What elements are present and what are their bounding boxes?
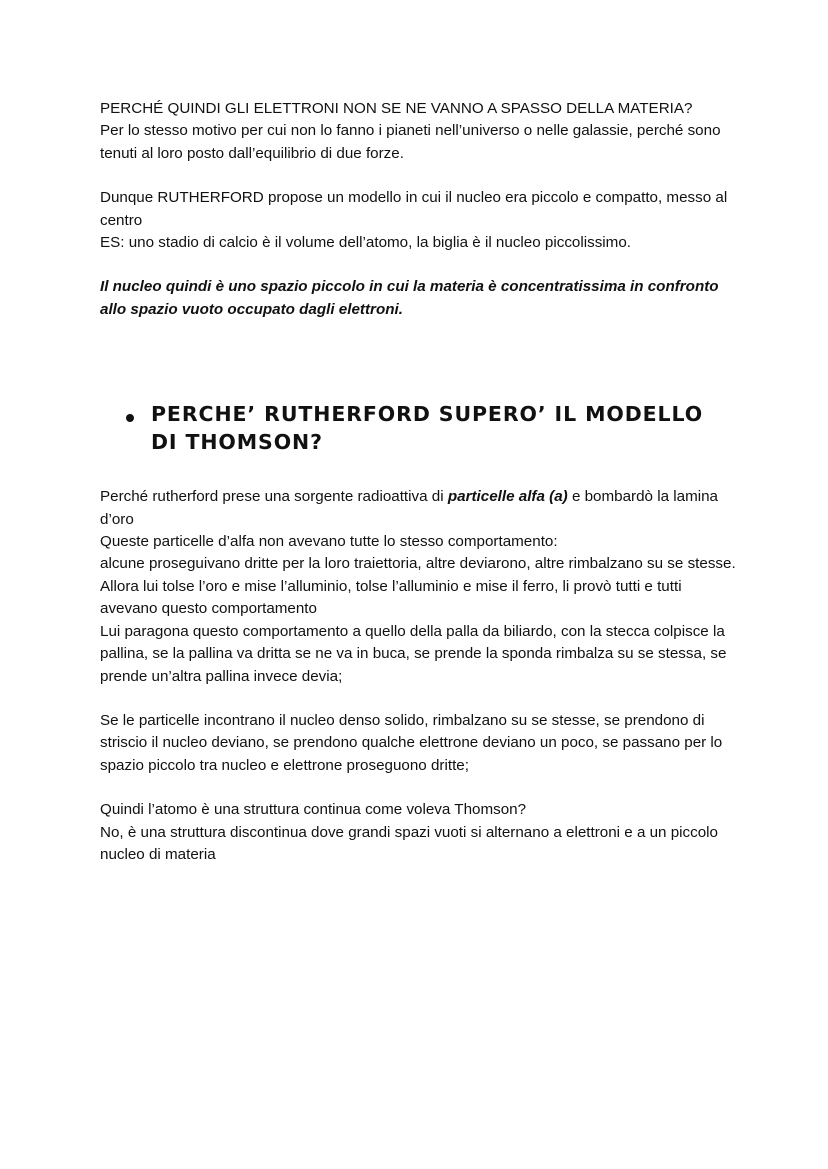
- paragraph-gap: [100, 688, 740, 710]
- nucleus-paragraph: Se le particelle incontrano il nucleo denso solido, rimbalzano su se stesse, se prendono di striscio il nucleo deviano, se prendono qualche elettrone deviano un poco, se passano per lo spazio piccolo tra nucleo e elettrone proseguono dritte;: [100, 711, 723, 774]
- paragraph-gap: [100, 254, 740, 276]
- experiment-text-start: Perché rutherford prese una sorgente radioattiva di: [100, 488, 448, 506]
- metals-paragraph: Allora lui tolse l’oro e mise l’alluminio, tolse l’alluminio e mise il ferro, li provò tutti e tutti avevano questo comportamento: [100, 577, 682, 618]
- answer-paragraph: Per lo stesso motivo per cui non lo fanno i pianeti nell’universo o nelle galassie, perché sono tenuti al loro posto dall’equilibrio di due forze.: [100, 122, 721, 162]
- emphasis-paragraph: Il nucleo quindi è uno spazio piccolo in cui la materia è concentratissima in confronto allo spazio vuoto occupato dagli elettroni.: [100, 278, 719, 318]
- thomson-question: Quindi l’atomo è una struttura continua come voleva Thomson?: [100, 801, 527, 819]
- thomson-answer: No, è una struttura discontinua dove grandi spazi vuoti si alternano a elettroni e a un piccolo nucleo di materia: [100, 823, 719, 863]
- bullet-icon: [126, 414, 134, 422]
- behaviour-paragraph: Queste particelle d’alfa non avevano tutte lo stesso comportamento:: [100, 533, 558, 551]
- alpha-particles-term: particelle alfa (a): [447, 488, 568, 506]
- example-paragraph: ES: uno stadio di calcio è il volume dell’atomo, la biglia è il nucleo piccolissimo.: [100, 234, 631, 252]
- document-page: [100, 98, 740, 866]
- model-paragraph: Dunque RUTHERFORD propose un modello in cui il nucleo era piccolo e compatto, messo al centro: [100, 189, 728, 229]
- experiment-paragraph: [100, 486, 740, 531]
- experiment-text-end: e bombardò la lamina d’oro: [100, 488, 718, 528]
- section-heading: PERCHE’ RUTHERFORD SUPERO’ IL MODELLO DI THOMSON?: [151, 402, 704, 455]
- trajectory-paragraph: alcune proseguivano dritte per la loro traiettoria, altre deviarono, altre rimbalzano su se stesse.: [100, 555, 736, 573]
- paragraph-gap: [100, 777, 740, 799]
- paragraph-gap: [100, 165, 740, 187]
- section-heading-block: [100, 400, 740, 456]
- question-heading: PERCHÉ QUINDI GLI ELETTRONI NON SE NE VANNO A SPASSO DELLA MATERIA?: [100, 100, 693, 117]
- billiard-paragraph: Lui paragona questo comportamento a quello della palla da biliardo, con la stecca colpisce la pallina, se la pallina va dritta se ne va in buca, se prende la sponda rimbalza su se stessa, se prende un’altra pallina invece devia;: [100, 622, 727, 685]
